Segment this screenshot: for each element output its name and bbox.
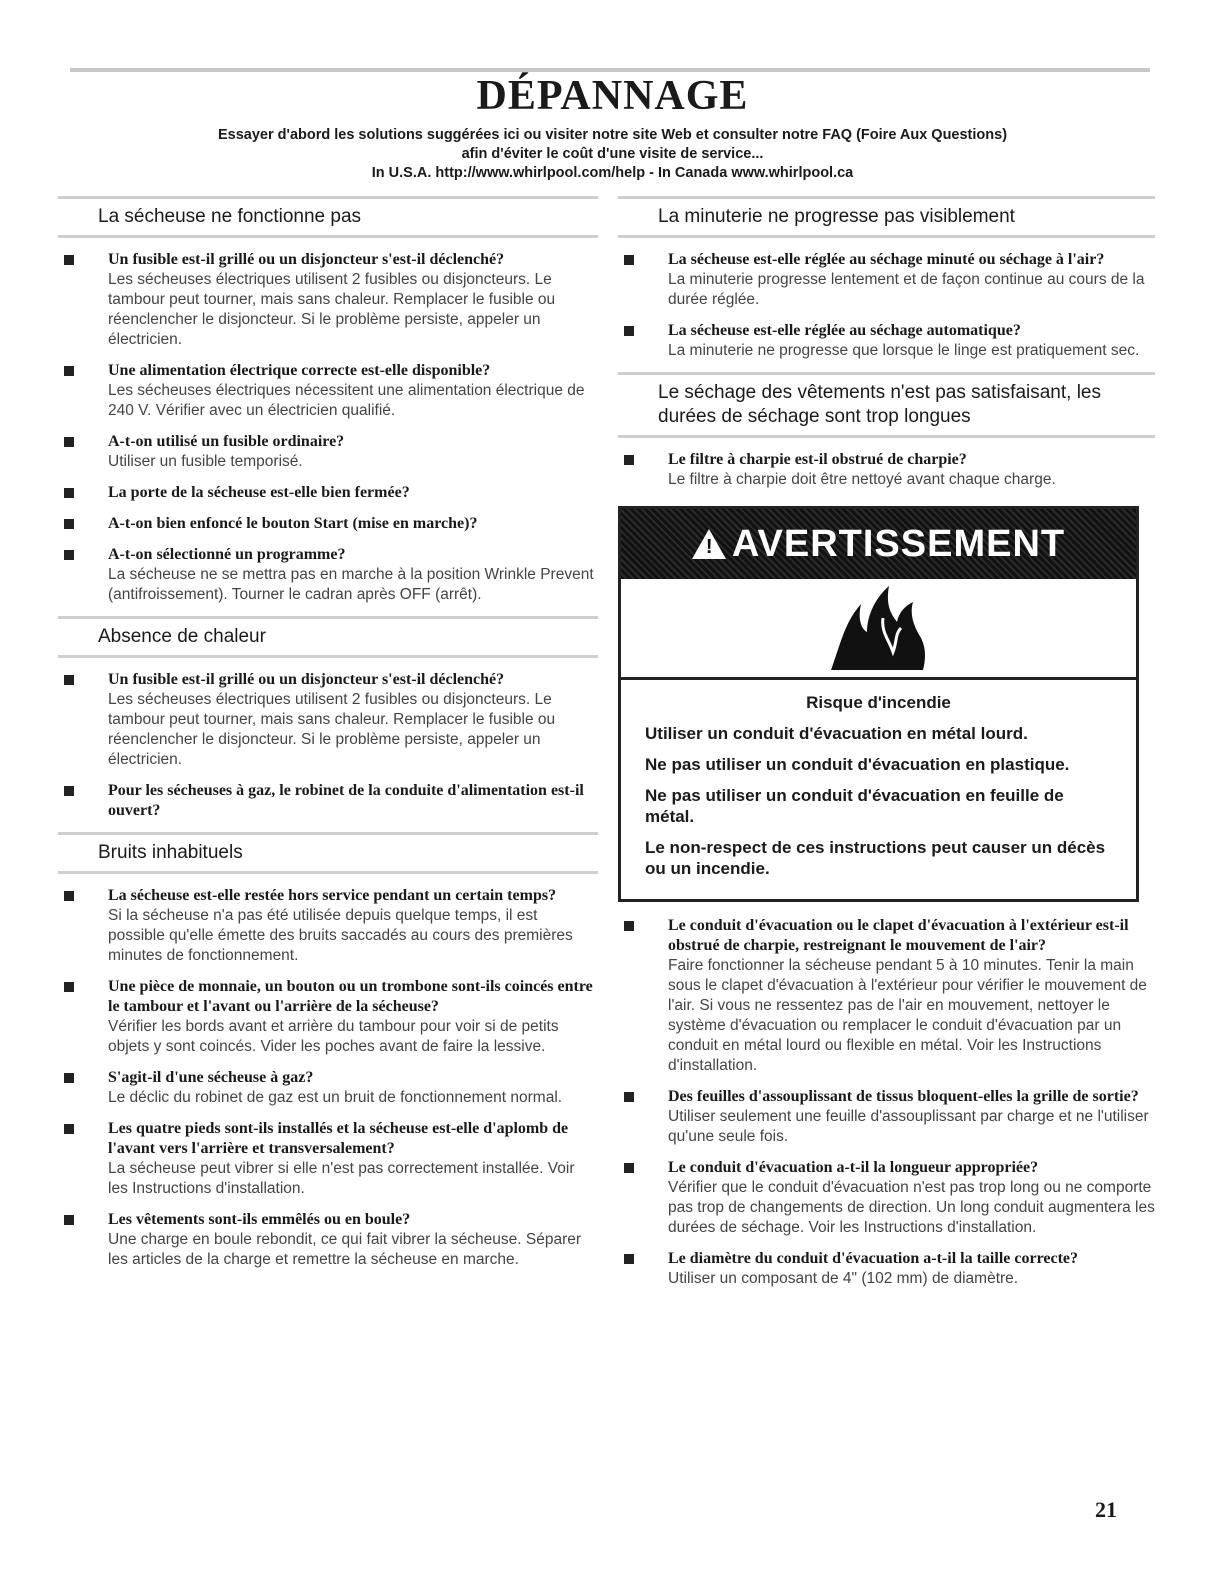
item-answer: Les sécheuses électriques nécessitent une alimentation électrique de 240 V. Vérifier avec un électricien qualifié. — [108, 382, 585, 419]
warning-line: Ne pas utiliser un conduit d'évacuation en feuille de métal. — [645, 786, 1064, 826]
item-question: Le filtre à charpie est-il obstrué de charpie? — [668, 451, 967, 468]
list-item — [58, 977, 598, 1057]
item-answer: Faire fonctionner la sécheuse pendant 5 à 10 minutes. Tenir la main sous le clapet d'évacuation à l'extérieur pour vérifier le mouvement de l'air. Si vous ne ressentez pas de l'air en mouvement, nettoyer le système d'évacuation ou remplacer le conduit d'évacuation par un conduit en métal lourd ou flexible en métal. Voir les Instructions d'installation. — [668, 957, 1147, 1074]
list-item — [58, 781, 598, 821]
bullet-icon — [624, 326, 634, 336]
item-question: Un fusible est-il grillé ou un disjoncteur s'est-il déclenché? — [108, 251, 505, 268]
item-question: Les vêtements sont-ils emmêlés ou en boule? — [108, 1211, 411, 1228]
bullet-icon — [64, 1215, 74, 1225]
list-item — [58, 670, 598, 770]
item-answer: Le déclic du robinet de gaz est un bruit de fonctionnement normal. — [108, 1089, 563, 1106]
warning-risk: Risque d'incendie — [806, 693, 951, 712]
bullet-icon — [624, 255, 634, 265]
left-column — [58, 196, 598, 1281]
bullet-icon — [64, 675, 74, 685]
item-answer: Vérifier que le conduit d'évacuation n'est pas trop long ou ne comporte pas trop de changements de direction. Un long conduit augmentera les durées de séchage. Voir les Instructions d'installation. — [668, 1179, 1155, 1236]
page-title: DÉPANNAGE — [476, 73, 749, 119]
right-column — [618, 196, 1155, 1300]
list-item — [58, 361, 598, 421]
bullet-icon — [624, 1163, 634, 1173]
bullet-icon — [64, 519, 74, 529]
item-question: Un fusible est-il grillé ou un disjoncteur s'est-il déclenché? — [108, 671, 505, 688]
item-question: Une pièce de monnaie, un bouton ou un trombone sont-ils coincés entre le tambour et l'avant ou l'arrière de la sécheuse? — [108, 978, 593, 1015]
list-item — [58, 514, 598, 534]
list-item — [618, 321, 1155, 361]
list-item — [58, 1119, 598, 1199]
item-question: La porte de la sécheuse est-elle bien fermée? — [108, 484, 410, 501]
item-answer: Utiliser un fusible temporisé. — [108, 453, 303, 470]
list-item — [618, 1249, 1155, 1289]
item-answer: La sécheuse ne se mettra pas en marche à la position Wrinkle Prevent (antifroissement). Tourner le cadran après OFF (arrêt). — [108, 566, 594, 603]
item-question: Le conduit d'évacuation a-t-il la longueur appropriée? — [668, 1159, 1039, 1176]
warning-box — [618, 506, 1139, 902]
intro-line-3: In U.S.A. http://www.whirlpool.com/help - In Canada www.whirlpool.ca — [371, 165, 854, 181]
warning-body — [621, 680, 1136, 899]
item-question: La sécheuse est-elle restée hors service pendant un certain temps? — [108, 887, 557, 904]
warning-triangle-icon: ! — [692, 529, 726, 559]
list-item — [58, 1210, 598, 1270]
item-question: A-t-on bien enfoncé le bouton Start (mise en marche)? — [108, 515, 478, 532]
bullet-icon — [64, 550, 74, 560]
item-question: Le conduit d'évacuation ou le clapet d'évacuation à l'extérieur est-il obstrué de charpie, restreignant le mouvement de l'air? — [668, 917, 1129, 954]
bullet-icon — [64, 982, 74, 992]
item-question: La sécheuse est-elle réglée au séchage minuté ou séchage à l'air? — [668, 251, 1105, 268]
warning-line: Le non-respect de ces instructions peut causer un décès ou un incendie. — [645, 838, 1106, 878]
warning-line: Ne pas utiliser un conduit d'évacuation en plastique. — [645, 755, 1070, 774]
item-answer: Si la sécheuse n'a pas été utilisée depuis quelque temps, il est possible qu'elle émette des bruits saccadés au cours des premières minutes de fonctionnement. — [108, 907, 573, 964]
intro-line-2: afin d'éviter le coût d'une visite de service... — [461, 146, 764, 162]
item-question: La sécheuse est-elle réglée au séchage automatique? — [668, 322, 1021, 339]
item-question: Une alimentation électrique correcte est-elle disponible? — [108, 362, 491, 379]
intro-line-1: Essayer d'abord les solutions suggérées ici ou visiter notre site Web et consulter notre FAQ (Foire Aux Questions) — [217, 127, 1008, 143]
item-answer: Le filtre à charpie doit être nettoyé avant chaque charge. — [668, 471, 1056, 488]
section-heading: Bruits inhabituels — [58, 832, 598, 874]
item-answer: La minuterie ne progresse que lorsque le linge est pratiquement sec. — [668, 342, 1140, 359]
list-item — [58, 1068, 598, 1108]
list-item — [618, 916, 1155, 1076]
bullet-icon — [624, 921, 634, 931]
item-answer: Utiliser un composant de 4" (102 mm) de diamètre. — [668, 1270, 1019, 1287]
item-answer: La sécheuse peut vibrer si elle n'est pas correctement installée. Voir les Instructions d'installation. — [108, 1160, 575, 1197]
item-answer: Une charge en boule rebondit, ce qui fait vibrer la sécheuse. Séparer les articles de la charge et remettre la sécheuse en marche. — [108, 1231, 582, 1268]
bullet-icon — [64, 891, 74, 901]
bullet-icon — [64, 488, 74, 498]
list-item — [618, 1087, 1155, 1147]
item-question: A-t-on utilisé un fusible ordinaire? — [108, 433, 345, 450]
list-item — [58, 250, 598, 350]
section-heading: La minuterie ne progresse pas visiblement — [618, 196, 1155, 238]
item-question: Les quatre pieds sont-ils installés et la sécheuse est-elle d'aplomb de l'avant vers l'arrière et transversalement? — [108, 1120, 569, 1157]
list-item — [58, 483, 598, 503]
list-item — [618, 250, 1155, 310]
item-question: Des feuilles d'assouplissant de tissus bloquent-elles la grille de sortie? — [668, 1088, 1139, 1105]
item-answer: Les sécheuses électriques utilisent 2 fusibles ou disjoncteurs. Le tambour peut tourner, mais sans chaleur. Remplacer le fusible ou réenclencher le disjoncteur. Si le problème persiste, appeler un électricien. — [108, 271, 556, 348]
intro-text — [100, 126, 1125, 183]
section-heading: La sécheuse ne fonctionne pas — [58, 196, 598, 238]
item-answer: Les sécheuses électriques utilisent 2 fusibles ou disjoncteurs. Le tambour peut tourner, mais sans chaleur. Remplacer le fusible ou réenclencher le disjoncteur. Si le problème persiste, appeler un électricien. — [108, 691, 556, 768]
item-question: A-t-on sélectionné un programme? — [108, 546, 346, 563]
section-heading: Le séchage des vêtements n'est pas satisfaisant, les durées de séchage sont trop longues — [618, 372, 1155, 438]
list-item — [618, 1158, 1155, 1238]
list-item — [618, 450, 1155, 490]
list-item — [58, 432, 598, 472]
section-heading: Absence de chaleur — [58, 616, 598, 658]
item-answer: Utiliser seulement une feuille d'assouplissant par charge et ne l'utiliser qu'une seule fois. — [668, 1108, 1149, 1145]
page-number: 21 — [1095, 1497, 1117, 1522]
bullet-icon — [64, 786, 74, 796]
bullet-icon — [624, 1092, 634, 1102]
bullet-icon — [624, 1254, 634, 1264]
warning-header — [621, 509, 1136, 579]
list-item — [58, 886, 598, 966]
item-question: S'agit-il d'une sécheuse à gaz? — [108, 1069, 314, 1086]
item-answer: Vérifier les bords avant et arrière du tambour pour voir si de petits objets y sont coincés. Vider les poches avant de faire la lessive. — [108, 1018, 559, 1055]
flame-icon — [823, 582, 933, 674]
warning-line: Utiliser un conduit d'évacuation en métal lourd. — [645, 724, 1028, 743]
warning-title: AVERTISSEMENT — [731, 523, 1066, 565]
item-answer: La minuterie progresse lentement et de façon continue au cours de la durée réglée. — [668, 271, 1145, 308]
item-question: Le diamètre du conduit d'évacuation a-t-il la taille correcte? — [668, 1250, 1079, 1267]
bullet-icon — [624, 455, 634, 465]
fire-hazard-icon — [621, 579, 1136, 680]
bullet-icon — [64, 1073, 74, 1083]
list-item — [58, 545, 598, 605]
bullet-icon — [64, 1124, 74, 1134]
bullet-icon — [64, 255, 74, 265]
bullet-icon — [64, 366, 74, 376]
bullet-icon — [64, 437, 74, 447]
item-question: Pour les sécheuses à gaz, le robinet de la conduite d'alimentation est-il ouvert? — [108, 782, 584, 819]
